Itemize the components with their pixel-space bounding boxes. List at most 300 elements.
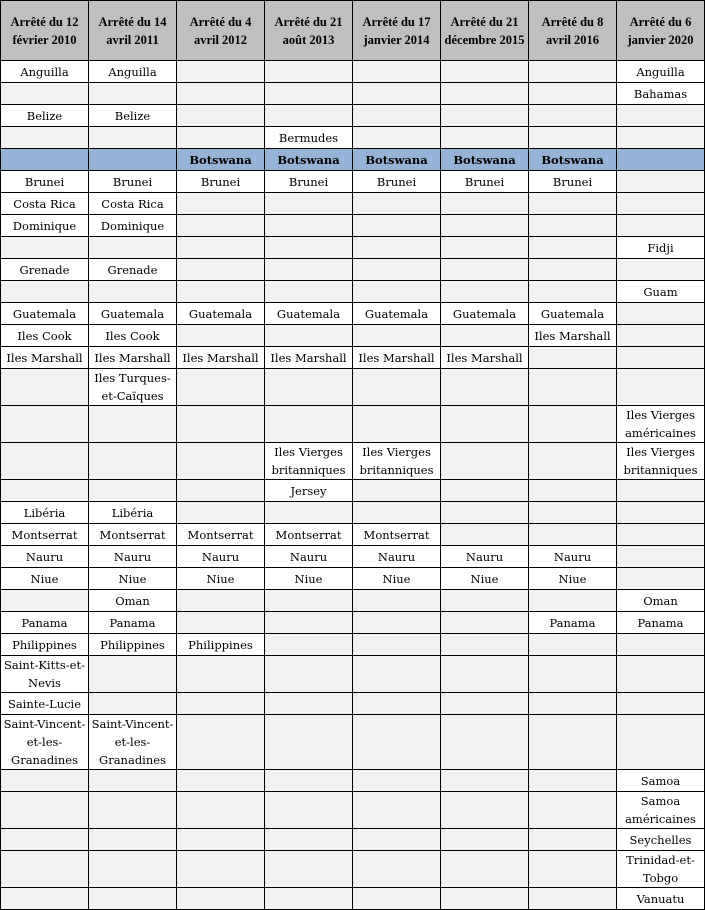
table-cell [529,851,617,888]
table-cell [617,347,705,369]
table-row [1,281,705,303]
table-cell: Guatemala [441,303,529,325]
table-row [1,83,705,105]
table-cell [265,105,353,127]
table-cell: Nauru [441,546,529,568]
table-cell [441,369,529,406]
table-cell [617,303,705,325]
table-cell [441,215,529,237]
table-cell [177,443,265,480]
table-cell [441,715,529,770]
table-cell [177,325,265,347]
table-cell [529,656,617,693]
table-cell: Iles Vierges britanniques [353,443,441,480]
table-cell [353,281,441,303]
table-cell: Botswana [529,149,617,171]
table-cell [617,502,705,524]
table-cell [441,612,529,634]
table-cell [353,61,441,83]
table-row [1,612,705,634]
table-cell: Brunei [177,171,265,193]
table-cell [1,281,89,303]
table-cell [89,888,177,910]
table-cell [353,215,441,237]
table-cell [177,480,265,502]
table-cell: Botswana [353,149,441,171]
table-header [1,1,705,61]
table-cell [441,792,529,829]
table-cell [441,443,529,480]
table-cell: Brunei [353,171,441,193]
table-cell: Libéria [1,502,89,524]
table-cell [265,888,353,910]
table-cell: Nauru [265,546,353,568]
table-cell [353,829,441,851]
table-cell: Seychelles [617,829,705,851]
table-cell: Philippines [177,634,265,656]
table-cell [529,770,617,792]
table-cell: Niue [529,568,617,590]
table-cell [617,215,705,237]
table-cell: Botswana [265,149,353,171]
table-cell [441,406,529,443]
table-cell [353,792,441,829]
table-row [1,829,705,851]
table-cell [265,502,353,524]
table-cell [1,237,89,259]
table-cell [353,406,441,443]
table-cell [353,83,441,105]
table-cell [529,590,617,612]
table-cell [89,851,177,888]
table-cell [353,590,441,612]
table-cell: Belize [89,105,177,127]
table-cell [441,693,529,715]
table-cell [265,83,353,105]
table-cell [441,851,529,888]
table-cell [617,325,705,347]
table-cell [177,770,265,792]
table-cell [529,480,617,502]
table-cell [617,171,705,193]
table-cell [529,792,617,829]
table-cell [89,443,177,480]
table-cell [441,829,529,851]
table-cell [529,127,617,149]
table-cell [617,715,705,770]
table-row [1,61,705,83]
table-cell [353,193,441,215]
table-cell [177,83,265,105]
table-cell: Bahamas [617,83,705,105]
table-cell [441,325,529,347]
column-header: Arrêté du 8 avril 2016 [529,1,617,61]
table-cell [353,127,441,149]
table-cell [441,656,529,693]
table-cell [441,888,529,910]
table-cell [265,237,353,259]
table-cell [617,693,705,715]
table-cell: Brunei [1,171,89,193]
column-header: Arrêté du 17 janvier 2014 [353,1,441,61]
table-cell [177,127,265,149]
table-cell: Grenade [89,259,177,281]
table-cell [265,406,353,443]
table-cell [1,829,89,851]
table-cell [529,61,617,83]
table-cell: Sainte-Lucie [1,693,89,715]
table-cell [1,590,89,612]
table-cell: Iles Marshall [1,347,89,369]
table-cell: Iles Vierges américaines [617,406,705,443]
table-row [1,590,705,612]
table-cell [89,83,177,105]
table-cell [353,888,441,910]
table-cell: Guatemala [177,303,265,325]
table-cell [265,656,353,693]
table-cell [89,770,177,792]
table-cell [177,502,265,524]
table-cell [177,590,265,612]
table-row [1,634,705,656]
table-cell [265,770,353,792]
table-cell [265,215,353,237]
table-cell: Guatemala [353,303,441,325]
table-cell [177,829,265,851]
table-cell [617,127,705,149]
column-header: Arrêté du 21 août 2013 [265,1,353,61]
table-cell: Nauru [89,546,177,568]
table-cell [441,61,529,83]
table-cell [177,369,265,406]
table-cell [177,61,265,83]
table-row [1,369,705,406]
table-row [1,792,705,829]
table-cell [617,259,705,281]
table-cell [441,502,529,524]
table-cell [1,888,89,910]
table-cell [265,792,353,829]
table-cell [529,715,617,770]
table-cell: Saint-Vincent-et-les-Granadines [1,715,89,770]
table-row [1,693,705,715]
table-cell [89,149,177,171]
table-cell: Dominique [1,215,89,237]
table-cell: Niue [353,568,441,590]
table-cell: Oman [89,590,177,612]
table-cell [529,215,617,237]
table-cell [529,281,617,303]
table-cell [177,612,265,634]
table-cell [1,770,89,792]
table-cell: Nauru [529,546,617,568]
table-cell: Nauru [177,546,265,568]
table-cell: Iles Marshall [353,347,441,369]
table-cell [617,149,705,171]
table-cell: Panama [617,612,705,634]
table-cell: Niue [265,568,353,590]
table-cell [617,105,705,127]
table-cell [617,634,705,656]
table-cell: Niue [1,568,89,590]
table-cell: Grenade [1,259,89,281]
table-row [1,770,705,792]
table-cell [529,502,617,524]
table-cell [353,693,441,715]
table-cell: Montserrat [89,524,177,546]
table-cell: Iles Marshall [441,347,529,369]
table-cell [441,127,529,149]
table-cell: Vanuatu [617,888,705,910]
table-cell [529,829,617,851]
table-cell: Niue [441,568,529,590]
table-cell [265,829,353,851]
table-row [1,568,705,590]
table-cell [177,406,265,443]
table-cell [177,792,265,829]
table-cell [177,715,265,770]
table-cell [353,502,441,524]
column-header: Arrêté du 14 avril 2011 [89,1,177,61]
table-row [1,715,705,770]
table-cell [177,215,265,237]
table-cell [89,693,177,715]
table-cell [265,61,353,83]
table-cell [1,851,89,888]
table-cell [353,369,441,406]
table-cell [177,105,265,127]
table-cell [617,480,705,502]
table-cell: Nauru [353,546,441,568]
table-cell: Iles Marshall [177,347,265,369]
table-cell [353,105,441,127]
table-cell: Guatemala [529,303,617,325]
table-cell [265,851,353,888]
table-body [1,61,705,910]
table-cell [353,259,441,281]
table-cell [617,656,705,693]
table-cell: Iles Cook [89,325,177,347]
table-cell [353,715,441,770]
table-cell: Jersey [265,480,353,502]
table-cell: Philippines [1,634,89,656]
table-cell [617,546,705,568]
column-header: Arrêté du 6 janvier 2020 [617,1,705,61]
table-cell: Philippines [89,634,177,656]
table-cell: Brunei [441,171,529,193]
table-row [1,325,705,347]
table-row [1,406,705,443]
table-cell [529,524,617,546]
table-cell [1,369,89,406]
table-cell: Iles Turques-et-Caïques [89,369,177,406]
table-cell [89,406,177,443]
table-cell: Iles Marshall [265,347,353,369]
table-cell [441,634,529,656]
table-cell [265,590,353,612]
table-cell [177,259,265,281]
table-cell [89,237,177,259]
table-cell [441,237,529,259]
table-row [1,851,705,888]
table-row [1,303,705,325]
table-cell [441,83,529,105]
table-row [1,524,705,546]
table-cell [353,237,441,259]
column-header: Arrêté du 21 décembre 2015 [441,1,529,61]
table-cell [353,656,441,693]
table-cell [617,369,705,406]
table-cell: Montserrat [177,524,265,546]
table-cell: Bermudes [265,127,353,149]
table-cell [353,325,441,347]
table-cell: Iles Cook [1,325,89,347]
table-cell: Samoa [617,770,705,792]
header-row [1,1,705,61]
table-cell: Fidji [617,237,705,259]
table-row [1,546,705,568]
table-cell: Brunei [529,171,617,193]
table-cell [89,656,177,693]
table-cell: Panama [1,612,89,634]
table-cell: Iles Marshall [529,325,617,347]
table-row [1,237,705,259]
table-cell [265,325,353,347]
table-cell [1,83,89,105]
table-cell [529,888,617,910]
table-cell: Brunei [89,171,177,193]
table-cell [265,634,353,656]
table-cell: Anguilla [617,61,705,83]
column-header: Arrêté du 4 avril 2012 [177,1,265,61]
column-header: Arrêté du 12 février 2010 [1,1,89,61]
table-row [1,480,705,502]
table-cell [617,568,705,590]
table-row [1,347,705,369]
table-cell [529,693,617,715]
table-cell [353,612,441,634]
table-cell: Botswana [441,149,529,171]
table-cell: Anguilla [1,61,89,83]
table-cell [353,851,441,888]
table-cell: Dominique [89,215,177,237]
table-cell [89,792,177,829]
table-cell [265,612,353,634]
table-cell [529,443,617,480]
table-cell [617,524,705,546]
table-row [1,502,705,524]
table-cell: Montserrat [265,524,353,546]
table-cell: Nauru [1,546,89,568]
table-cell [1,149,89,171]
table-cell [617,193,705,215]
table-cell [89,480,177,502]
table-cell [89,281,177,303]
table-cell [529,406,617,443]
table-row [1,215,705,237]
table-cell [89,127,177,149]
table-cell: Oman [617,590,705,612]
table-cell [441,105,529,127]
table-cell [177,888,265,910]
table-cell: Guam [617,281,705,303]
table-row [1,149,705,171]
table-cell [529,634,617,656]
table-cell [353,770,441,792]
table-cell [529,105,617,127]
table-cell: Guatemala [265,303,353,325]
table-cell: Montserrat [1,524,89,546]
table-cell [441,590,529,612]
table-cell [177,193,265,215]
table-cell [441,480,529,502]
table-cell [441,770,529,792]
table-cell: Panama [89,612,177,634]
table-cell [265,369,353,406]
table-cell: Niue [177,568,265,590]
table-cell [265,281,353,303]
table-cell [441,193,529,215]
table-cell: Iles Vierges britanniques [617,443,705,480]
table-cell [353,634,441,656]
table-cell [529,193,617,215]
table-cell [529,237,617,259]
table-cell: Saint-Vincent-et-les-Granadines [89,715,177,770]
table-cell [441,524,529,546]
table-cell [89,829,177,851]
table-cell: Belize [1,105,89,127]
table-row [1,259,705,281]
table-cell: Guatemala [89,303,177,325]
table-cell: Trinidad-et-Tobgo [617,851,705,888]
table-cell: Samoa américaines [617,792,705,829]
table-cell [1,792,89,829]
table-cell [441,281,529,303]
table-cell: Costa Rica [89,193,177,215]
table-cell [265,259,353,281]
table-cell: Libéria [89,502,177,524]
table-cell [353,480,441,502]
table-cell: Costa Rica [1,193,89,215]
table-row [1,443,705,480]
table-cell [265,715,353,770]
table-cell [177,851,265,888]
table-cell: Brunei [265,171,353,193]
table-cell [265,693,353,715]
table-cell: Anguilla [89,61,177,83]
table-cell [1,443,89,480]
table-row [1,656,705,693]
table-cell [1,127,89,149]
table-cell [529,369,617,406]
table-cell: Iles Vierges britanniques [265,443,353,480]
table-cell [265,193,353,215]
table-cell: Saint-Kitts-et-Nevis [1,656,89,693]
table-cell [529,83,617,105]
table-cell [177,281,265,303]
table-cell: Niue [89,568,177,590]
table-cell: Montserrat [353,524,441,546]
table-cell: Panama [529,612,617,634]
table-cell: Botswana [177,149,265,171]
table-row [1,171,705,193]
table-cell: Iles Marshall [89,347,177,369]
table-cell [177,693,265,715]
table-cell [1,480,89,502]
table-cell [177,237,265,259]
table-cell [177,656,265,693]
table-cell: Guatemala [1,303,89,325]
